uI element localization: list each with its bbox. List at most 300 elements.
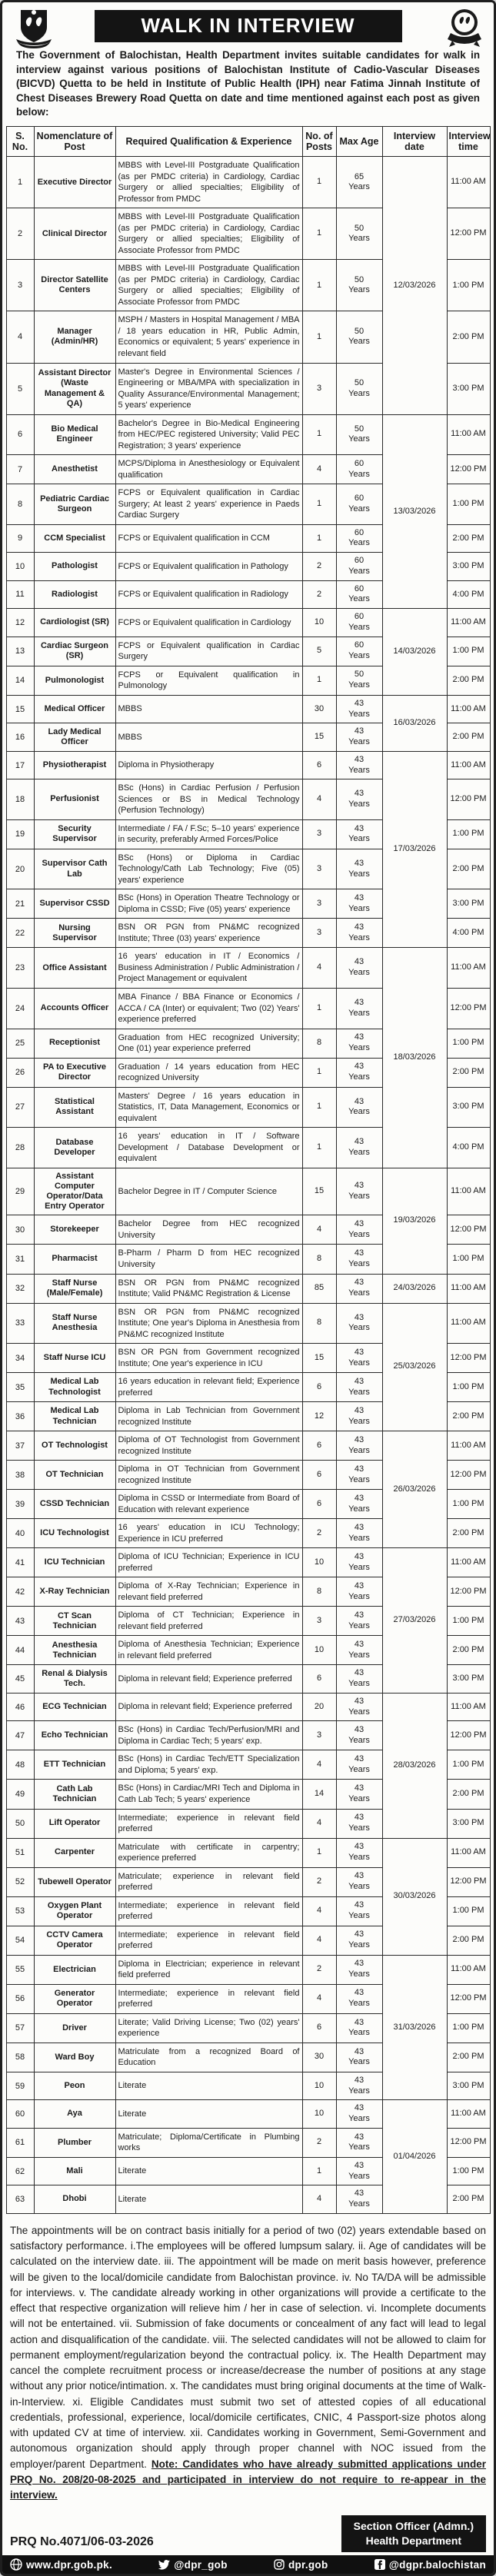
max-age-cell: 43 Years bbox=[336, 1303, 382, 1344]
interview-date-cell: 01/04/2026 bbox=[382, 2100, 447, 2214]
post-cell: Electrician bbox=[34, 1955, 115, 1984]
interview-time-cell: 1:00 PM bbox=[447, 1373, 490, 1402]
posts-count-cell: 20 bbox=[302, 1693, 336, 1721]
max-age-cell: 43 Years bbox=[336, 1274, 382, 1303]
max-age-cell: 43 Years bbox=[336, 2072, 382, 2100]
post-cell: Supervisor CSSD bbox=[34, 889, 115, 919]
posts-count-cell: 1 bbox=[302, 414, 336, 455]
col-header-posts: No. of Posts bbox=[302, 126, 336, 157]
posts-count-cell: 2 bbox=[302, 553, 336, 581]
post-cell: Medical Lab Technician bbox=[34, 1402, 115, 1431]
qualification-cell: BSN OR PGN from PN&MC recognized Institute; Three (03) years' experience bbox=[115, 919, 302, 948]
max-age-cell: 43 Years bbox=[336, 1721, 382, 1750]
post-cell: ICU Technician bbox=[34, 1548, 115, 1577]
interview-time-cell: 2:00 PM bbox=[447, 1402, 490, 1431]
post-cell: Pulmonologist bbox=[34, 666, 115, 695]
qualification-cell: Diploma in CSSD or Intermediate from Board of Education with relevant experience bbox=[115, 1490, 302, 1519]
qualification-cell: Matriculate; experience in relevant field preferred bbox=[115, 1867, 302, 1896]
post-cell: Radiologist bbox=[34, 580, 115, 609]
sno-cell: 49 bbox=[6, 1780, 34, 1809]
max-age-cell: 43 Years bbox=[336, 1548, 382, 1577]
sno-cell: 31 bbox=[6, 1245, 34, 1274]
post-cell: Executive Director bbox=[34, 157, 115, 208]
interview-time-cell: 12:00 PM bbox=[447, 779, 490, 820]
post-cell: Generator Operator bbox=[34, 1984, 115, 2013]
sno-cell: 38 bbox=[6, 1461, 34, 1490]
qualification-cell: Diploma in relevant field; Experience preferred bbox=[115, 1665, 302, 1694]
posts-count-cell: 3 bbox=[302, 1607, 336, 1636]
sno-cell: 28 bbox=[6, 1128, 34, 1168]
website-item bbox=[10, 2558, 112, 2571]
interview-time-cell: 2:00 PM bbox=[447, 524, 490, 553]
qualification-cell: FCPS or Equivalent qualification in Cardiac Surgery; At least 2 years' experience in Paeds Cardiac Surgery bbox=[115, 484, 302, 525]
sno-cell: 32 bbox=[6, 1274, 34, 1303]
sno-cell: 34 bbox=[6, 1344, 34, 1373]
interview-time-cell: 11:00 AM bbox=[447, 157, 490, 208]
sno-cell: 27 bbox=[6, 1087, 34, 1128]
col-header-post: Nomenclature of Post bbox=[34, 126, 115, 157]
table-row bbox=[6, 1303, 490, 1344]
max-age-cell: 43 Years bbox=[336, 1373, 382, 1402]
max-age-cell: 60 Years bbox=[336, 455, 382, 484]
sno-cell: 4 bbox=[6, 311, 34, 363]
posts-count-cell: 1 bbox=[302, 157, 336, 208]
qualification-cell: B-Pharm / Pharm D from HEC recognized University bbox=[115, 1245, 302, 1274]
post-cell: ECG Technician bbox=[34, 1693, 115, 1721]
posts-count-cell: 30 bbox=[302, 695, 336, 723]
posts-count-cell: 10 bbox=[302, 1636, 336, 1665]
interview-time-cell: 12:00 PM bbox=[447, 1577, 490, 1607]
sno-cell: 22 bbox=[6, 919, 34, 948]
interview-time-cell: 1:00 PM bbox=[447, 1029, 490, 1058]
sno-cell: 37 bbox=[6, 1431, 34, 1461]
sno-cell: 25 bbox=[6, 1029, 34, 1058]
sno-cell: 63 bbox=[6, 2185, 34, 2214]
twitter-handle: @dpr_gob bbox=[174, 2558, 228, 2571]
interview-time-cell: 1:00 PM bbox=[447, 637, 490, 666]
posts-count-cell: 2 bbox=[302, 580, 336, 609]
sno-cell: 9 bbox=[6, 524, 34, 553]
posts-count-cell: 12 bbox=[302, 1402, 336, 1431]
posts-count-cell: 4 bbox=[302, 1809, 336, 1838]
post-cell: Dhobi bbox=[34, 2185, 115, 2214]
post-cell: Pediatric Cardiac Surgeon bbox=[34, 484, 115, 525]
posts-count-cell: 3 bbox=[302, 889, 336, 919]
max-age-cell: 43 Years bbox=[336, 1607, 382, 1636]
interview-time-cell: 12:00 PM bbox=[447, 1461, 490, 1490]
interview-time-cell: 12:00 PM bbox=[447, 1344, 490, 1373]
interview-time-cell: 3:00 PM bbox=[447, 2072, 490, 2100]
max-age-cell: 43 Years bbox=[336, 1490, 382, 1519]
posts-count-cell: 5 bbox=[302, 637, 336, 666]
sno-cell: 26 bbox=[6, 1058, 34, 1087]
terms-and-conditions bbox=[2, 2219, 494, 2505]
max-age-cell: 43 Years bbox=[336, 1838, 382, 1867]
posts-count-cell: 4 bbox=[302, 1215, 336, 1245]
qualification-cell: BSc (Hons) in Cardiac Tech/Perfusion/MRI and Diploma in Cardiac Tech; 5 years' exp. bbox=[115, 1721, 302, 1750]
qualification-cell: Diploma in Physiotherapy bbox=[115, 751, 302, 779]
post-cell: Receptionist bbox=[34, 1029, 115, 1058]
posts-count-cell: 8 bbox=[302, 1029, 336, 1058]
qualification-cell: BSc (Hons) in Operation Theatre Technology or Diploma in CSSD; Five (05) years' experience bbox=[115, 889, 302, 919]
post-cell: Plumber bbox=[34, 2128, 115, 2157]
max-age-cell: 60 Years bbox=[336, 609, 382, 637]
qualification-cell: MBA Finance / BBA Finance or Economics / ACCA / CA (Inter) or equivalent; Two (02) Years' experience preferred bbox=[115, 988, 302, 1029]
post-cell: Perfusionist bbox=[34, 779, 115, 820]
qualification-cell: Diploma of ICU Technician; Experience in ICU preferred bbox=[115, 1548, 302, 1577]
qualification-cell: Bachelor's Degree in Bio-Medical Engineering from HEC/PEC registered University; Valid PEC Registration; 3 years' experience bbox=[115, 414, 302, 455]
signature-title: Section Officer (Admn.) bbox=[353, 2520, 474, 2533]
post-cell: Peon bbox=[34, 2072, 115, 2100]
interview-time-cell: 2:00 PM bbox=[447, 849, 490, 889]
max-age-cell: 43 Years bbox=[336, 1029, 382, 1058]
sno-cell: 16 bbox=[6, 723, 34, 752]
interview-time-cell: 1:00 PM bbox=[447, 1607, 490, 1636]
posts-count-cell: 3 bbox=[302, 1721, 336, 1750]
footer-row bbox=[2, 2505, 494, 2552]
interview-time-cell: 4:00 PM bbox=[447, 1128, 490, 1168]
posts-count-cell: 85 bbox=[302, 1274, 336, 1303]
interview-date-cell: 31/03/2026 bbox=[382, 1955, 447, 2100]
post-cell: ETT Technician bbox=[34, 1750, 115, 1780]
sno-cell: 61 bbox=[6, 2128, 34, 2157]
max-age-cell: 50 Years bbox=[336, 260, 382, 311]
max-age-cell: 43 Years bbox=[336, 779, 382, 820]
post-cell: CCTV Camera Operator bbox=[34, 1926, 115, 1955]
post-cell: Accounts Officer bbox=[34, 988, 115, 1029]
interview-time-cell: 2:00 PM bbox=[447, 1636, 490, 1665]
posts-count-cell: 1 bbox=[302, 1128, 336, 1168]
posts-count-cell: 1 bbox=[302, 260, 336, 311]
interview-time-cell: 12:00 PM bbox=[447, 1721, 490, 1750]
signature-department: Health Department bbox=[365, 2534, 462, 2548]
interview-date-cell: 25/03/2026 bbox=[382, 1303, 447, 1431]
sno-cell: 48 bbox=[6, 1750, 34, 1780]
posts-count-cell: 4 bbox=[302, 455, 336, 484]
posts-count-cell: 1 bbox=[302, 208, 336, 260]
post-cell: Database Developer bbox=[34, 1128, 115, 1168]
health-department-emblem-icon bbox=[443, 7, 486, 52]
sno-cell: 18 bbox=[6, 779, 34, 820]
post-cell: X-Ray Technician bbox=[34, 1577, 115, 1607]
table-row bbox=[6, 1274, 490, 1303]
table-row bbox=[6, 1168, 490, 1215]
qualification-cell: Bachelor Degree from HEC recognized University bbox=[115, 1215, 302, 1245]
interview-time-cell: 2:00 PM bbox=[447, 311, 490, 363]
qualification-cell: Diploma in Electrician; experience in relevant field preferred bbox=[115, 1955, 302, 1984]
qualification-cell: FCPS or Equivalent qualification in Pulmonology bbox=[115, 666, 302, 695]
posts-count-cell: 6 bbox=[302, 1461, 336, 1490]
qualification-cell: FCPS or Equivalent qualification in Cardiology bbox=[115, 609, 302, 637]
max-age-cell: 43 Years bbox=[336, 919, 382, 948]
max-age-cell: 43 Years bbox=[336, 1780, 382, 1809]
max-age-cell: 43 Years bbox=[336, 1461, 382, 1490]
twitter-item bbox=[158, 2559, 228, 2571]
interview-time-cell: 11:00 AM bbox=[447, 1431, 490, 1461]
posts-count-cell: 1 bbox=[302, 988, 336, 1029]
sno-cell: 41 bbox=[6, 1548, 34, 1577]
interview-time-cell: 2:00 PM bbox=[447, 1519, 490, 1548]
qualification-cell: BSc (Hons) in Cardiac/MRI Tech and Diploma in Cath Lab Tech; 5 years' experience bbox=[115, 1780, 302, 1809]
max-age-cell: 43 Years bbox=[336, 1809, 382, 1838]
qualification-cell: BSc (Hons) in Cardiac Perfusion / Perfusion Sciences or BS in Medical Technology (Perfusion Technology) bbox=[115, 779, 302, 820]
intro-paragraph: The Government of Balochistan, Health Department invites suitable candidates for walk in interview against various positions of Balochistan Institute of Cadio-Vascular Diseases (BICVD) Quetta to be held in Institute of Public Health (IPH) near Fatima Jinnah Institute of Chest Diseases Brewery Road Quetta on date and time mentioned against each post as given below: bbox=[16, 49, 480, 118]
post-cell: CCM Specialist bbox=[34, 524, 115, 553]
interview-time-cell: 1:00 PM bbox=[447, 484, 490, 525]
interview-time-cell: 11:00 AM bbox=[447, 1838, 490, 1867]
qualification-cell: FCPS or Equivalent qualification in Cardiac Surgery bbox=[115, 637, 302, 666]
max-age-cell: 65 Years bbox=[336, 157, 382, 208]
sno-cell: 29 bbox=[6, 1168, 34, 1215]
qualification-cell: Diploma in Lab Technician from Government recognized Institute bbox=[115, 1402, 302, 1431]
qualification-cell: FCPS or Equivalent qualification in CCM bbox=[115, 524, 302, 553]
col-header-date: Interview date bbox=[382, 126, 447, 157]
qualification-cell: MBBS bbox=[115, 695, 302, 723]
sno-cell: 59 bbox=[6, 2072, 34, 2100]
interview-time-cell: 4:00 PM bbox=[447, 919, 490, 948]
table-header bbox=[6, 126, 490, 157]
max-age-cell: 43 Years bbox=[336, 1750, 382, 1780]
sno-cell: 13 bbox=[6, 637, 34, 666]
interview-time-cell: 1:00 PM bbox=[447, 2157, 490, 2185]
post-cell: Mali bbox=[34, 2157, 115, 2185]
instagram-handle: dpr.gob bbox=[288, 2558, 328, 2571]
post-cell: Manager (Admin/HR) bbox=[34, 311, 115, 363]
balochistan-emblem-icon bbox=[13, 7, 55, 54]
qualification-cell: Diploma of X-Ray Technician; Experience in relevant field preferred bbox=[115, 1577, 302, 1607]
max-age-cell: 43 Years bbox=[336, 2043, 382, 2072]
interview-time-cell: 1:00 PM bbox=[447, 1896, 490, 1926]
sno-cell: 54 bbox=[6, 1926, 34, 1955]
post-cell: Pharmacist bbox=[34, 1245, 115, 1274]
post-cell: ICU Technologist bbox=[34, 1519, 115, 1548]
interview-time-cell: 2:00 PM bbox=[447, 1926, 490, 1955]
sno-cell: 11 bbox=[6, 580, 34, 609]
posts-count-cell: 4 bbox=[302, 779, 336, 820]
posts-count-cell: 3 bbox=[302, 849, 336, 889]
max-age-cell: 43 Years bbox=[336, 1519, 382, 1548]
interview-time-cell: 11:00 AM bbox=[447, 1955, 490, 1984]
interview-time-cell: 11:00 AM bbox=[447, 1274, 490, 1303]
qualification-cell: MCPS/Diploma in Anesthesiology or Equivalent qualification bbox=[115, 455, 302, 484]
posts-count-cell: 1 bbox=[302, 484, 336, 525]
posts-count-cell: 3 bbox=[302, 363, 336, 414]
post-cell: Office Assistant bbox=[34, 948, 115, 989]
post-cell: Staff Nurse ICU bbox=[34, 1344, 115, 1373]
sno-cell: 5 bbox=[6, 363, 34, 414]
interview-time-cell: 11:00 AM bbox=[447, 695, 490, 723]
qualification-cell: Intermediate; experience in relevant field preferred bbox=[115, 1984, 302, 2013]
sno-cell: 50 bbox=[6, 1809, 34, 1838]
max-age-cell: 43 Years bbox=[336, 1867, 382, 1896]
post-cell: OT Technologist bbox=[34, 1431, 115, 1461]
post-cell: Pathologist bbox=[34, 553, 115, 581]
max-age-cell: 43 Years bbox=[336, 1984, 382, 2013]
posts-count-cell: 3 bbox=[302, 919, 336, 948]
interview-time-cell: 3:00 PM bbox=[447, 1665, 490, 1694]
qualification-cell: Graduation from HEC recognized University; One (01) year experience preferred bbox=[115, 1029, 302, 1058]
qualification-cell: Literate bbox=[115, 2100, 302, 2129]
posts-count-cell: 1 bbox=[302, 1087, 336, 1128]
interview-date-cell: 26/03/2026 bbox=[382, 1431, 447, 1548]
post-cell: Renal & Dialysis Tech. bbox=[34, 1665, 115, 1694]
max-age-cell: 50 Years bbox=[336, 311, 382, 363]
table-row bbox=[6, 2100, 490, 2129]
posts-count-cell: 30 bbox=[302, 2043, 336, 2072]
max-age-cell: 43 Years bbox=[336, 1087, 382, 1128]
posts-count-cell: 1 bbox=[302, 1838, 336, 1867]
interview-time-cell: 1:00 PM bbox=[447, 1490, 490, 1519]
post-cell: Physiotherapist bbox=[34, 751, 115, 779]
qualification-cell: Literate bbox=[115, 2072, 302, 2100]
qualification-cell: 16 years' education in IT / Software Development / Database Development or equivalent bbox=[115, 1128, 302, 1168]
post-cell: Storekeeper bbox=[34, 1215, 115, 1245]
post-cell: Cath Lab Technician bbox=[34, 1780, 115, 1809]
sno-cell: 44 bbox=[6, 1636, 34, 1665]
post-cell: Supervisor Cath Lab bbox=[34, 849, 115, 889]
post-cell: Statistical Assistant bbox=[34, 1087, 115, 1128]
max-age-cell: 50 Years bbox=[336, 208, 382, 260]
posts-count-cell: 4 bbox=[302, 948, 336, 989]
qualification-cell: MSPH / Masters in Hospital Management / MBA / 18 years education in HR, Public Admin, Economics or equivalent; 5 years' experience in relevant field bbox=[115, 311, 302, 363]
sno-cell: 47 bbox=[6, 1721, 34, 1750]
qualification-cell: Diploma of Anesthesia Technician; Experience in relevant field preferred bbox=[115, 1636, 302, 1665]
max-age-cell: 43 Years bbox=[336, 988, 382, 1029]
table-row bbox=[6, 1955, 490, 1984]
facebook-handle: @dgpr.balochistan bbox=[388, 2558, 486, 2571]
posts-count-cell: 3 bbox=[302, 819, 336, 849]
qualification-cell: BSc (Hons) or Diploma in Cardiac Technology/Cath Lab Technology; Five (05) years' experience bbox=[115, 849, 302, 889]
interview-time-cell: 2:00 PM bbox=[447, 1058, 490, 1087]
interview-date-cell: 28/03/2026 bbox=[382, 1693, 447, 1838]
posts-count-cell: 4 bbox=[302, 1926, 336, 1955]
qualification-cell: Diploma of OT Technologist from Government recognized Institute bbox=[115, 1431, 302, 1461]
max-age-cell: 60 Years bbox=[336, 484, 382, 525]
sno-cell: 6 bbox=[6, 414, 34, 455]
posts-count-cell: 4 bbox=[302, 2185, 336, 2214]
interview-time-cell: 12:00 PM bbox=[447, 988, 490, 1029]
qualification-cell: 16 years' education in ICU Technology; Experience in ICU preferred bbox=[115, 1519, 302, 1548]
qualification-cell: Masters' Degree / 16 years education in Statistics, IT, Data Management, Economics or equivalent bbox=[115, 1087, 302, 1128]
max-age-cell: 43 Years bbox=[336, 849, 382, 889]
posts-count-cell: 15 bbox=[302, 1168, 336, 1215]
max-age-cell: 43 Years bbox=[336, 1636, 382, 1665]
post-cell: Assistant Computer Operator/Data Entry Operator bbox=[34, 1168, 115, 1215]
post-cell: Bio Medical Engineer bbox=[34, 414, 115, 455]
interview-date-cell: 30/03/2026 bbox=[382, 1838, 447, 1955]
qualification-cell: BSN OR PGN from Government recognized Institute; One year's experience in ICU bbox=[115, 1344, 302, 1373]
qualification-cell: Bachelor Degree in IT / Computer Science bbox=[115, 1168, 302, 1215]
max-age-cell: 43 Years bbox=[336, 1245, 382, 1274]
posts-count-cell: 10 bbox=[302, 2100, 336, 2129]
sno-cell: 62 bbox=[6, 2157, 34, 2185]
table-row bbox=[6, 1838, 490, 1867]
max-age-cell: 43 Years bbox=[336, 1058, 382, 1087]
sno-cell: 2 bbox=[6, 208, 34, 260]
max-age-cell: 50 Years bbox=[336, 363, 382, 414]
sno-cell: 21 bbox=[6, 889, 34, 919]
posts-count-cell: 6 bbox=[302, 2013, 336, 2043]
interview-time-cell: 11:00 AM bbox=[447, 1548, 490, 1577]
facebook-item bbox=[374, 2559, 486, 2571]
sno-cell: 40 bbox=[6, 1519, 34, 1548]
qualification-cell: Literate; Valid Driving License; Two (02) years' experience bbox=[115, 2013, 302, 2043]
posts-count-cell: 2 bbox=[302, 1867, 336, 1896]
interview-time-cell: 2:00 PM bbox=[447, 723, 490, 752]
sno-cell: 60 bbox=[6, 2100, 34, 2129]
sno-cell: 35 bbox=[6, 1373, 34, 1402]
post-cell: Cardiac Surgeon (SR) bbox=[34, 637, 115, 666]
post-cell: Driver bbox=[34, 2013, 115, 2043]
qualification-cell: Intermediate; experience in relevant field preferred bbox=[115, 1809, 302, 1838]
interview-time-cell: 12:00 PM bbox=[447, 455, 490, 484]
post-cell: Cardiologist (SR) bbox=[34, 609, 115, 637]
max-age-cell: 43 Years bbox=[336, 1402, 382, 1431]
sno-cell: 8 bbox=[6, 484, 34, 525]
sno-cell: 45 bbox=[6, 1665, 34, 1694]
posts-count-cell: 8 bbox=[302, 1303, 336, 1344]
interview-time-cell: 4:00 PM bbox=[447, 580, 490, 609]
posts-table-body bbox=[6, 157, 490, 2214]
qualification-cell: Diploma in relevant field; Experience preferred bbox=[115, 1693, 302, 1721]
posts-count-cell: 1 bbox=[302, 524, 336, 553]
interview-time-cell: 12:00 PM bbox=[447, 208, 490, 260]
signature-block bbox=[341, 2515, 486, 2552]
posts-count-cell: 4 bbox=[302, 1896, 336, 1926]
qualification-cell: MBBS with Level-III Postgraduate Qualification (as per PMDC criteria) in Cardiology, Cardiac Surgery or allied specialties; Eligibility of Associate Professor from PMDC bbox=[115, 260, 302, 311]
max-age-cell: 43 Years bbox=[336, 1896, 382, 1926]
col-header-time: Interview time bbox=[447, 126, 490, 157]
table-row bbox=[6, 751, 490, 779]
max-age-cell: 43 Years bbox=[336, 1215, 382, 1245]
table-row bbox=[6, 948, 490, 989]
qualification-cell: Intermediate / FA / F.Sc; 5–10 years' experience in security, preferably Armed Forces/Police bbox=[115, 819, 302, 849]
qualification-cell: FCPS or Equivalent qualification in Radiology bbox=[115, 580, 302, 609]
post-cell: Assistant Director (Waste Management & QA) bbox=[34, 363, 115, 414]
facebook-icon bbox=[374, 2559, 385, 2570]
interview-time-cell: 11:00 AM bbox=[447, 751, 490, 779]
sno-cell: 53 bbox=[6, 1896, 34, 1926]
max-age-cell: 43 Years bbox=[336, 948, 382, 989]
posts-count-cell: 4 bbox=[302, 1984, 336, 2013]
page-title: WALK IN INTERVIEW bbox=[95, 10, 402, 42]
sno-cell: 33 bbox=[6, 1303, 34, 1344]
sno-cell: 7 bbox=[6, 455, 34, 484]
qualification-cell: Intermediate; experience in relevant field preferred bbox=[115, 1926, 302, 1955]
post-cell: Oxygen Plant Operator bbox=[34, 1896, 115, 1926]
post-cell: Aya bbox=[34, 2100, 115, 2129]
instagram-icon bbox=[274, 2559, 285, 2570]
interview-date-cell: 13/03/2026 bbox=[382, 414, 447, 609]
sno-cell: 51 bbox=[6, 1838, 34, 1867]
interview-time-cell: 3:00 PM bbox=[447, 889, 490, 919]
interview-date-cell: 18/03/2026 bbox=[382, 948, 447, 1168]
max-age-cell: 60 Years bbox=[336, 553, 382, 581]
max-age-cell: 43 Years bbox=[336, 723, 382, 752]
max-age-cell: 43 Years bbox=[336, 889, 382, 919]
social-bar bbox=[2, 2555, 494, 2574]
interview-time-cell: 2:00 PM bbox=[447, 666, 490, 695]
max-age-cell: 60 Years bbox=[336, 580, 382, 609]
post-cell: CSSD Technician bbox=[34, 1490, 115, 1519]
interview-time-cell: 3:00 PM bbox=[447, 1087, 490, 1128]
post-cell: CT Scan Technician bbox=[34, 1607, 115, 1636]
max-age-cell: 50 Years bbox=[336, 666, 382, 695]
interview-time-cell: 12:00 PM bbox=[447, 2128, 490, 2157]
max-age-cell: 50 Years bbox=[336, 414, 382, 455]
sno-cell: 19 bbox=[6, 819, 34, 849]
website-url: www.dpr.gob.pk. bbox=[26, 2558, 112, 2571]
